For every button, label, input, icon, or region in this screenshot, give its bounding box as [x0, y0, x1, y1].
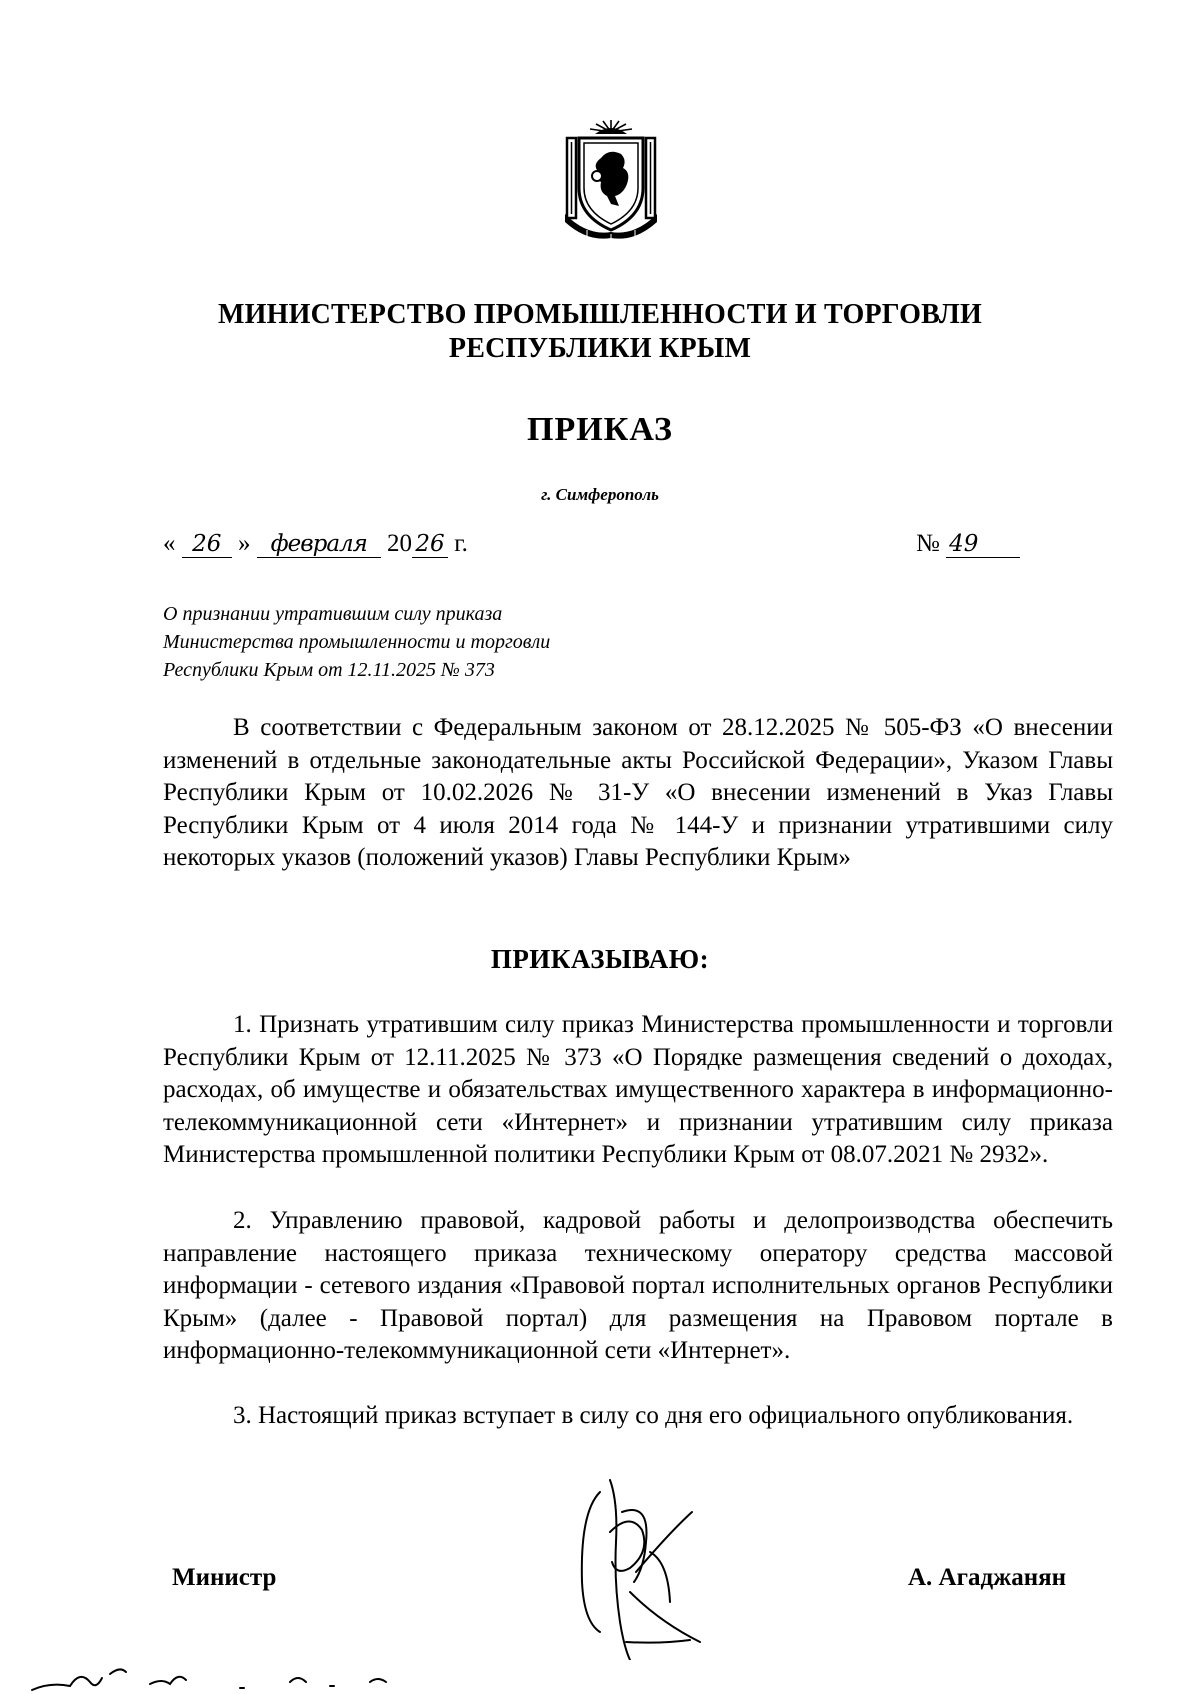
ministry-name: [0, 298, 1200, 366]
date-line: [163, 528, 468, 560]
date-day: 26: [182, 531, 232, 558]
date-open-quote: «: [163, 530, 176, 557]
date-year-suffix: 26: [412, 531, 448, 558]
document-type: ПРИКАЗ: [527, 411, 673, 448]
signatory-role: Министр: [172, 1564, 277, 1591]
signature-icon: [560, 1472, 720, 1660]
order-item-2: 2. Управлению правовой, кадровой работы и делопроизводства обеспечить направление настоящего приказа техническому оператору средства массовой информации - сетевого издания «Правовой портал исполнительных органов Республики Крым» (далее - Правовой портал) для размещения на Правовом портале в информационно-телекоммуникационной сети «Интернет».: [163, 1207, 1113, 1365]
subject-line1: О признании утратившим силу приказа: [163, 603, 503, 625]
ministry-name-line2: РЕСПУБЛИКИ КРЫМ: [448, 333, 752, 364]
order-item-3: 3. Настоящий приказ вступает в силу со дня его официального опубликования.: [233, 1402, 1074, 1429]
subject-line3: Республики Крым от 12.11.2025 № 373: [163, 659, 495, 681]
document-number-line: [916, 528, 1020, 560]
document-number: 49: [946, 531, 1020, 558]
city: г. Симферополь: [541, 485, 659, 504]
coat-of-arms-icon: [557, 118, 665, 240]
subject-line2: Министерства промышленности и торговли: [163, 631, 551, 653]
document-subject: [163, 600, 723, 684]
signatory-name: А. Агаджанян: [908, 1564, 1067, 1591]
order-heading: ПРИКАЗЫВАЮ:: [490, 944, 710, 974]
preamble-paragraph: В соответствии с Федеральным законом от 28.12.2025 № 505-ФЗ «О внесении изменений в отдельные законодательные акты Российской Федерации», Указом Главы Республики Крым от 10.02.2026 № 31-У «О внесении изменений в Указ Главы Республики Крым от 4 июля 2014 года № 144-У и признании утратившими силу некоторых указов (положений указов) Главы Республики Крым»: [163, 714, 1113, 872]
date-year-prefix: 20: [387, 530, 412, 557]
date-month: февраля: [257, 531, 381, 558]
order-item-1: 1. Признать утратившим силу приказ Министерства промышленности и торговли Республики Крым от 12.11.2025 № 373 «О Порядке размещения сведений о доходах, расходах, об имуществе и обязательствах имущественного характера в информационно-телекоммуникационной сети «Интернет» и признании утратившим силу приказа Министерства промышленной политики Республики Крым от 08.07.2021 № 2932».: [163, 1011, 1113, 1169]
date-g: г.: [454, 530, 468, 557]
date-close-quote: »: [238, 530, 251, 557]
handwritten-mark-icon: [30, 1660, 410, 1694]
ministry-name-line1: МИНИСТЕРСТВО ПРОМЫШЛЕННОСТИ И ТОРГОВЛИ: [218, 299, 982, 330]
number-label: №: [916, 530, 940, 557]
